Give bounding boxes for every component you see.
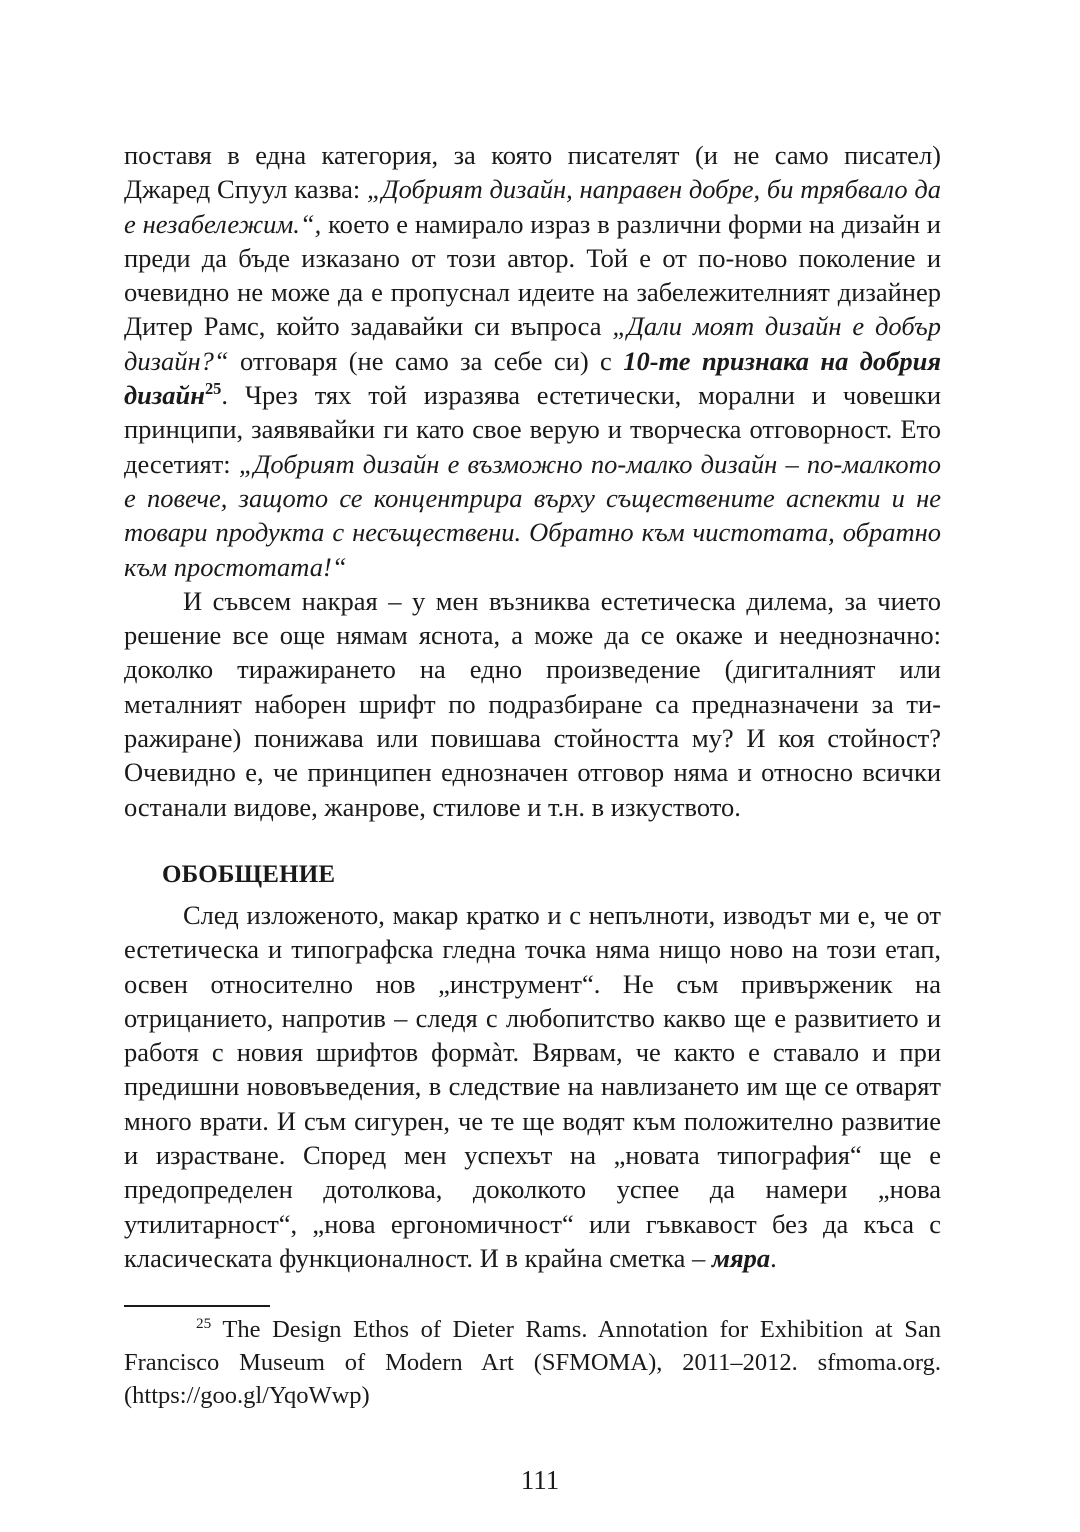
paragraph-text: поставя в една категория, за която писателят (и не само писател) Джаред Спуул казва: (124, 140, 941, 205)
paragraph-text: След изложеното, макар кратко и с непълноти, изводът ми е, че от естетическа и типографска гледна точка няма нищо ново на този етап, освен относително нов „инструмент“. Не съм привърженик на отрицанието, напротив – следя с любопитство какво ще е развитието и работя с новия шрифтов формàт. Вярвам, че както е ставало и при предишни нововъведения, в следствие на навлизането им ще се отварят много врати. И съм сигурен, че те ще водят към положително развитие и израстване. Според мен успехът на „новата типография“ ще е предопределен дотолкова, доколкото успее да намери „нова утилитарност“, „нова ергономичност“ или гъвкавост без да къса с класическата функционалност. И в крайна сметка – (124, 899, 941, 1273)
quote-rams-question: „Дали моят дизайн е добър дизайн?“ (124, 311, 941, 376)
paragraph-text: . Чрез тях той изразява естетически, морални и човешки принципи, заявявайки ги като свое верую и творческа отговорност. Ето десетият: (124, 380, 941, 479)
page-content (124, 138, 941, 1412)
emphasis-ten-principles: 10-те признака на добрия дизайн (124, 345, 941, 411)
body-paragraph-3 (124, 898, 941, 1275)
body-paragraph-2: И съвсем накрая – у мен възниква естетическа дилема, за чието решение все още нямам яснота, а може да се окаже и нееднозначно: доколко тиражирането на едно произведение (дигиталният или металният наборен шрифт по подразбиране са предназначени за тиражиране) понижава или повишава стойността му? И коя стойност? Очевидно е, че принципен еднозначен отговор няма и относно всички останали видове, жанрове, стилове и т.н. в изкуството. (124, 585, 941, 822)
footnote-reference[interactable]: 25 (204, 379, 222, 399)
quote-spool: „Добрият дизайн, направен добре, би трябвало да е незабележим.“, (124, 174, 941, 239)
footnote-number: 25 (196, 1315, 212, 1333)
footnote-text: The Design Ethos of Dieter Rams. Annotation for Exhibition at San Francisco Museum of Modern Art (SFMOMA), 2011–2012. sfmoma.org. (https://goo.gl/YqoWwp) (124, 1316, 941, 1410)
quote-tenth-principle: „Добрият дизайн е възможно по-малко дизайн – по-малкото е повече, защото се концентрира върху съществените аспекти и не товари продукта с несъществени. Обратно към чистотата, обратно към простотата!“ (124, 448, 941, 582)
emphasis-measure: мяра (711, 1242, 771, 1273)
footnote-divider (124, 1305, 270, 1307)
body-paragraph-1 (124, 138, 941, 584)
paragraph-text: . (770, 1242, 777, 1273)
section-heading: ОБОБЩЕНИЕ (162, 860, 336, 888)
footnote (124, 1313, 941, 1412)
page-number: 111 (520, 1465, 560, 1495)
paragraph-text: отговаря (не само за себе си) с (228, 345, 624, 376)
paragraph-text: което е намирало израз в различни форми на дизайн и преди да бъде изказано от този автор. Той е от по-ново поколение и очевидно не може да е пропуснал идеите на забележителният дизайнер Дитер Рамс, който задавайки си въпроса (124, 208, 941, 342)
